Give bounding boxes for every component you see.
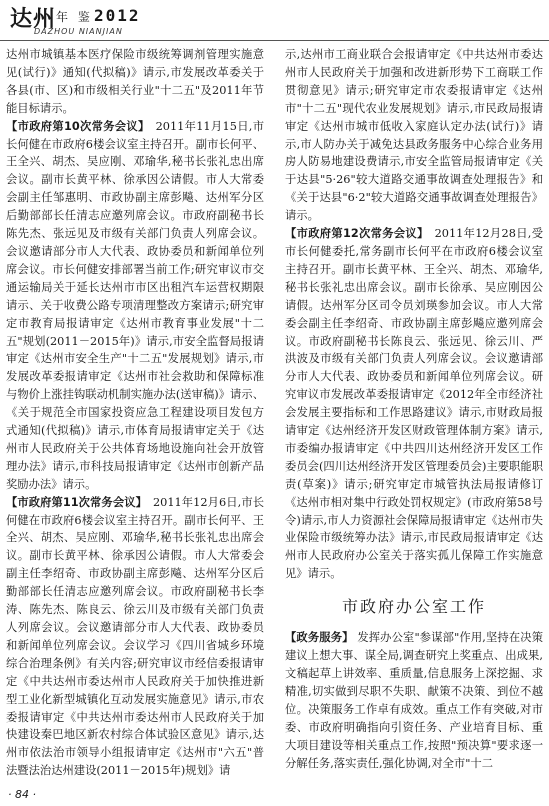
brand-pinyin: DAZHOU NIANJIAN xyxy=(34,27,123,36)
brand-label: 年 鉴 xyxy=(56,10,93,24)
section-title: 市政府办公室工作 xyxy=(341,597,486,617)
meeting-date: 2011年12月6日, xyxy=(152,495,242,509)
meeting-body: 市长何健在市政府6楼会议室主持召开。副市长何平、王全兴、胡杰、吴应刚、邓瑜华,秘书长张礼忠出席会议。副市长黄平林、徐承因公请假。市人大常委会副主任邹惠明、市政协副主席彭飚、达州军分区后勤部部长任清志应邀列席会议。市政府副秘书长陈先杰、张远见及市级有关部门负责人列席会议。会议邀请部分市人大代表、政协委员和新闻单位列席会议。市长何健安排部署当前工作;研究审议市交通运输局关于延长达州市市区出租汽车运营权期限请示、关于收费公路专项清理整改方案请示;研究审定市教育局报请审定《达州市教育事业发展"十二五"规划(2011－2015年)》请示,市安全监督局报请审定《达州市安全生产"十二五"发展规划》请示,市发展改革委报请审定《达州市社会救助和保障标准与物价上涨挂钩联动机制实施办法(送审稿)》请示、《关于规范全市国家投资应急工程建设项目发包方式通知(代拟稿)》请示,市体育局报请审定关于《达州市人民政府关于公共体育场地设施向社会开放管理办法》请示,市科技局报请审定《达州市创新产品奖励办法》请示。 xyxy=(6,119,264,491)
section-heading: 【政务服务】 xyxy=(285,631,354,645)
section-body: 发挥办公室"参谋部"作用,坚持在决策建议上想大事、谋全局,调查研究上奖重点、出成果,文稿起草上讲效率、重质量,信息服务上深挖掘、求精准,切实做到尽职不失职、献策不决策、到位不越位。决策服务工作卓有成效。重点工作有突破,对市委、市政府明确指向引资任务、产业培育目标、重大项目建设等相关重点工作,按照"预决算"要求逐一分解任务,落实责任,强化协调,对全市"十二 xyxy=(285,631,543,770)
meeting-12-paragraph xyxy=(285,225,543,583)
section-heading: 【市政府第12次常务会议】 xyxy=(285,227,429,241)
brand-city: 达州 xyxy=(10,7,57,32)
meeting-10-paragraph xyxy=(6,118,264,494)
meeting-body: 受市长何健委托,常务副市长何平在市政府6楼会议室主持召开。副市长黄平林、王全兴、胡杰、邓瑜华,秘书长张礼忠出席会议。副市长徐承、吴应刚因公请假。达州军分区司令员刘瑛参加会议。市人大常委会副主任李绍奇、市政协副主席彭飚应邀列席会议。市政府副秘书长陈良云、张远见、徐云川、严洪波及市级有关部门负责人列席会议。会议邀请部分市人大代表、政协委员和新闻单位列席会议。研究审议市发展改革委报请审定《2012年全市经济社会发展主要指标和工作思路建议》请示,市财政局报请审定《达州经济开发区财政管理体制方案》请示,市委编办报请审定《中共四川达州经济开发区工作委员会(四川达州经济开发区管理委员会)主要职能职责(草案)》请示;研究审定市城管执法局报请修订《达州市相对集中行政处罚权规定》(市政府第58号令)请示,市人力资源社会保障局报请审定《达州市失业保险市级统筹办法》请示,市民政局报请审定《达州市人民政府办公室关于落实孤儿保障工作实施意见》请示。 xyxy=(285,227,543,581)
header-rule xyxy=(0,40,549,41)
section-heading: 【市政府第10次常务会议】 xyxy=(6,119,150,133)
left-column xyxy=(6,46,264,780)
page-header xyxy=(0,0,549,44)
government-service-paragraph xyxy=(285,629,543,772)
paragraph: 达州市城镇基本医疗保险市级统筹调剂管理实施意见(试行)》通知(代拟稿)》请示,市发展改革委关于各县(市、区)和市级相关行业"十二五"及2011年节能目标请示。 xyxy=(6,48,264,115)
page-number: · 84 · xyxy=(8,788,36,801)
section-heading: 【市政府第11次常务会议】 xyxy=(6,495,147,509)
meeting-date: 2011年12月28日, xyxy=(434,227,532,241)
meeting-date: 2011年11月15日, xyxy=(155,119,253,133)
yearbook-logo xyxy=(6,2,154,40)
meeting-body: 市长何健在市政府6楼会议室主持召开。副市长何平、王全兴、胡杰、吴应刚、邓瑜华,秘书长张礼忠出席会议。副市长黄平林、徐承因公请假。市人大常委会副主任李绍奇、市政协副主席彭飚、达州军分区后勤部部长任清志应邀列席会议。市政府副秘书长李涛、陈先杰、陈良云、徐云川及市级有关部门负责人列席会议。会议邀请部分市人大代表、政协委员和新闻单位列席会议。会议学习《四川省城乡环境综合治理条例》有关内容;研究审议市经信委报请审定《中共达州市委达州市人民政府关于加快推进新型工业化新型城镇化互动发展实施意见》请示,市农委报请审定《中共达州市委达州市人民政府关于加快建设秦巴地区新农村综合体试验区意见》请示,达州市依法治市领导小组报请审定《达州市"六五"普法暨法治达州建设(2011－2015年)规划》请 xyxy=(6,495,264,778)
paragraph: 示,达州市工商业联合会报请审定《中共达州市委达州市人民政府关于加强和改进新形势下工商联工作贯彻意见》请示;研究审定市农委报请审定《达州市"十二五"现代农业发展规划》请示,市民政局报请审定《达州市城市低收入家庭认定办法(试行)》请示,市人防办关于减免达县政务服务中心综合业务用房人防易地建设费请示,市安全监管局报请审定《关于达县"5·26"较大道路交通事故调查处理报告》和《关于达县"6·2"较大道路交通事故调查处理报告》请示。 xyxy=(285,48,543,223)
meeting-11-paragraph xyxy=(6,494,264,781)
brand-year: 2012 xyxy=(94,6,141,25)
right-column xyxy=(285,46,543,772)
